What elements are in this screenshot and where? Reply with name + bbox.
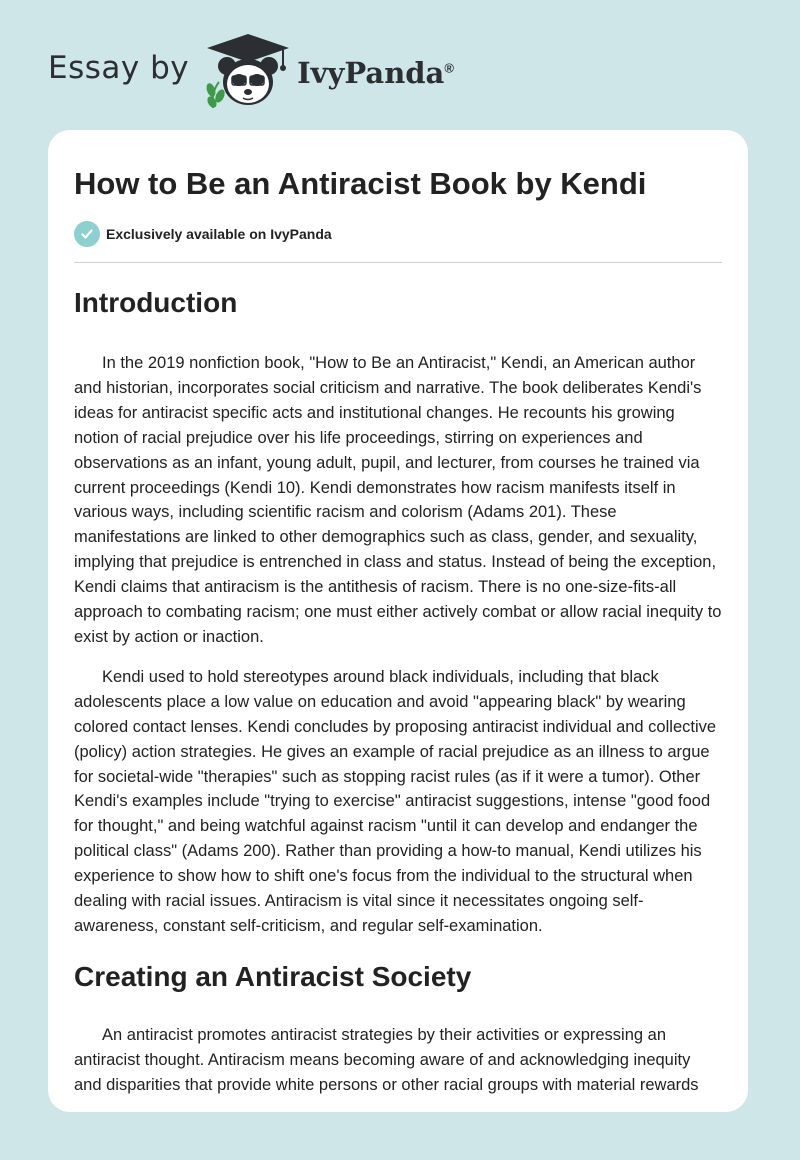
exclusive-badge-label: Exclusively available on IvyPanda — [106, 226, 332, 242]
essay-title: How to Be an Antiracist Book by Kendi — [74, 166, 647, 201]
title-divider — [74, 262, 722, 263]
paragraph: In the 2019 nonfiction book, "How to Be an Antiracist," Kendi, an American author and historian, incorporates social criticism and narrative. The book deliberates Kendi's ideas for antiracist specific acts and institutional changes. He recounts his growing notion of racial prejudice over his life proceedings, stirring on experiences and observations as an infant, young adult, pupil, and lecturer, from courses he trained via current proceedings (Kendi 10). Kendi demonstrates how racism manifests itself in various ways, including scientific racism and colorism (Adams 201). These manifestations are linked to other demographics such as class, gender, and sexuality, implying that prejudice is entrenched in class and status. Instead of being the exception, Kendi claims that antiracism is the antithesis of racism. There is no one-size-fits-all approach to combating racism; one must either actively combat or allow racial inequity to exist by action or inaction. — [74, 354, 722, 646]
registered-mark: ® — [444, 60, 454, 76]
paragraph: Kendi used to hold stereotypes around black individuals, including that black adolescents place a low value on education and avoid "appearing black" by wearing colored contact lenses. Kendi concludes by proposing antiracist individual and collective (policy) action strategies. He gives an example of racial prejudice as an illness to argue for societal-wide "therapies" such as stopping racist rules (as if it were a tumor). Other Kendi's examples include "trying to exercise" antiracist suggestions, intense "good food for thought," and being watchful against racism "until it can develop and endanger the political class" (Adams 200). Rather than providing a how-to manual, Kendi utilizes his experience to show how to shift one's focus from the individual to the structural when dealing with racial issues. Antiracism is vital since it necessitates ongoing self-awareness, constant self-criticism, and regular self-examination. — [74, 667, 717, 935]
site-header — [48, 30, 454, 110]
check-circle-icon — [74, 221, 100, 247]
paragraph: An antiracist promotes antiracist strategies by their activities or expressing an antiracist thought. Antiracism means becoming aware of and acknowledging inequity and disparities that provide white persons or other racial groups with material rewards — [74, 1025, 699, 1094]
essay-by-label: Essay by — [48, 50, 190, 86]
exclusive-badge — [74, 221, 722, 247]
section-heading-introduction: Introduction — [74, 287, 238, 318]
essay-card — [48, 130, 748, 1112]
section-heading-creating-an-antiracist-society: Creating an Antiracist Society — [74, 960, 472, 992]
brand-name[interactable]: IvyPanda® — [297, 56, 454, 90]
panda-graduate-icon[interactable] — [203, 30, 293, 110]
